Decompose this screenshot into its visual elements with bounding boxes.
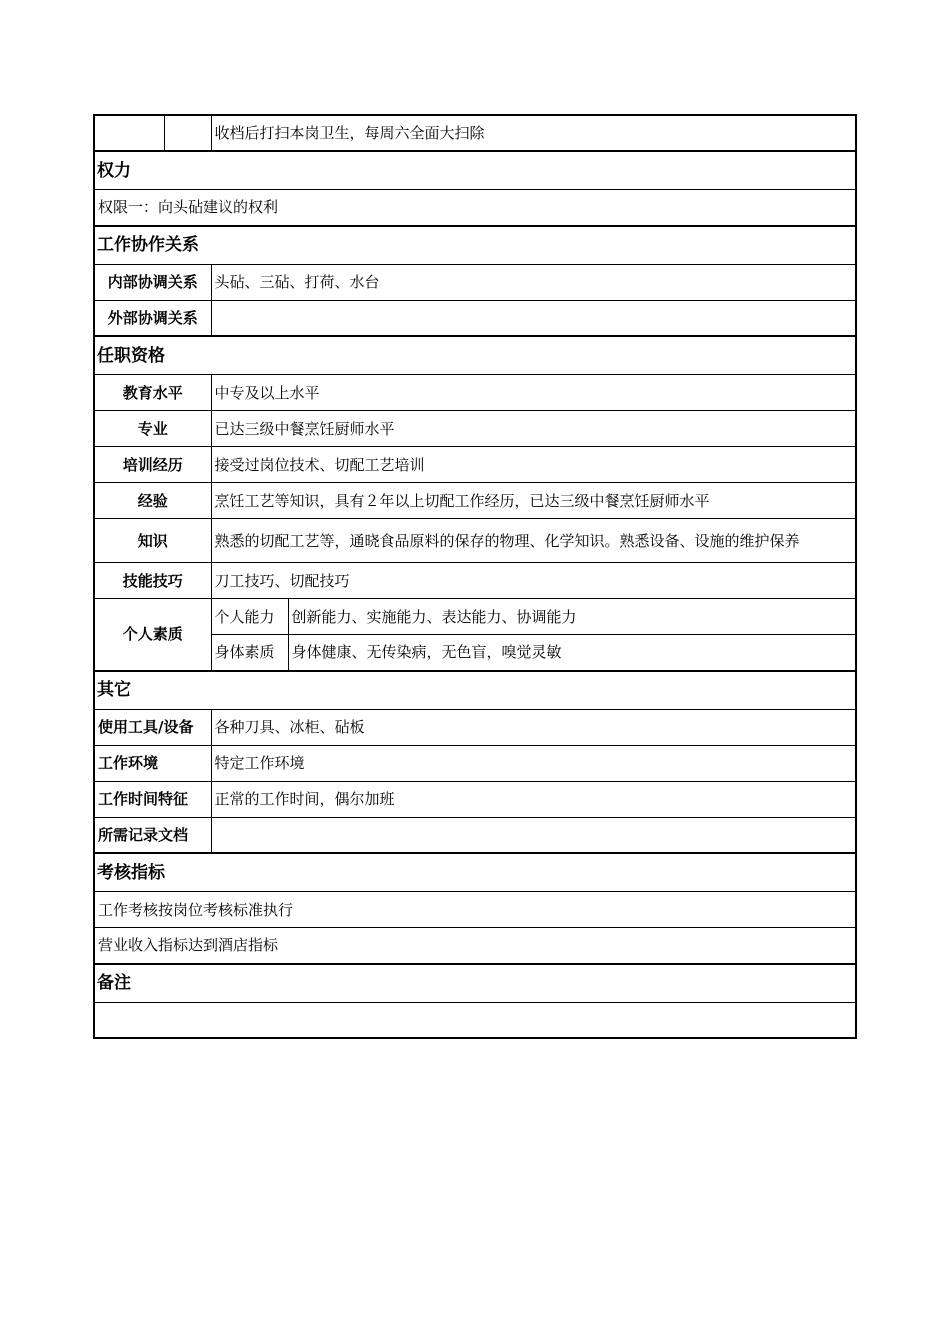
other-label: 使用工具/设备 <box>94 709 211 745</box>
section-title: 考核指标 <box>94 853 856 892</box>
internal-label: 内部协调关系 <box>94 264 211 300</box>
authority-item: 权限一：向头砧建议的权利 <box>94 190 856 226</box>
qual-label: 经验 <box>94 483 211 519</box>
personal-sub-label: 身体素质 <box>211 635 288 671</box>
table-row <box>94 190 856 226</box>
other-value: 正常的工作时间，偶尔加班 <box>211 781 856 817</box>
section-title: 备注 <box>94 964 856 1003</box>
empty-cell <box>164 115 211 151</box>
other-label: 工作环境 <box>94 745 211 781</box>
table-row <box>94 264 856 300</box>
table-row <box>94 447 856 483</box>
personal-sub-label: 个人能力 <box>211 599 288 635</box>
other-label: 所需记录文档 <box>94 817 211 853</box>
personal-sub-value: 身体健康、无传染病，无色盲，嗅觉灵敏 <box>288 635 856 671</box>
table-row <box>94 599 856 635</box>
other-value <box>211 817 856 853</box>
internal-value: 头砧、三砧、打荷、水台 <box>211 264 856 300</box>
other-label: 工作时间特征 <box>94 781 211 817</box>
qual-label: 技能技巧 <box>94 563 211 599</box>
qual-label: 教育水平 <box>94 375 211 411</box>
table-row <box>94 563 856 599</box>
table-row <box>94 1002 856 1038</box>
qual-label: 培训经历 <box>94 447 211 483</box>
assessment-item: 工作考核按岗位考核标准执行 <box>94 892 856 928</box>
external-value <box>211 300 856 336</box>
qual-value: 烹饪工艺等知识，具有２年以上切配工作经历，已达三级中餐烹饪厨师水平 <box>211 483 856 519</box>
section-title: 其它 <box>94 671 856 710</box>
qual-label: 知识 <box>94 519 211 563</box>
external-label: 外部协调关系 <box>94 300 211 336</box>
section-header-qualifications <box>94 336 856 375</box>
table-row <box>94 709 856 745</box>
table-row <box>94 115 856 151</box>
job-description-table <box>93 114 857 1039</box>
section-title: 权力 <box>94 151 856 190</box>
other-value: 特定工作环境 <box>211 745 856 781</box>
section-title: 任职资格 <box>94 336 856 375</box>
table-row <box>94 928 856 964</box>
empty-cell <box>94 115 164 151</box>
remarks-value <box>94 1002 856 1038</box>
table-row <box>94 411 856 447</box>
personal-label: 个人素质 <box>94 599 211 671</box>
personal-sub-value: 创新能力、实施能力、表达能力、协调能力 <box>288 599 856 635</box>
table-row <box>94 892 856 928</box>
qual-value: 已达三级中餐烹饪厨师水平 <box>211 411 856 447</box>
table-row <box>94 300 856 336</box>
section-header-assessment <box>94 853 856 892</box>
qual-value: 刀工技巧、切配技巧 <box>211 563 856 599</box>
section-header-remarks <box>94 964 856 1003</box>
assessment-item: 营业收入指标达到酒店指标 <box>94 928 856 964</box>
table-row <box>94 375 856 411</box>
table-row <box>94 483 856 519</box>
section-header-cooperation <box>94 226 856 265</box>
qual-value: 接受过岗位技术、切配工艺培训 <box>211 447 856 483</box>
qual-label: 专业 <box>94 411 211 447</box>
section-title: 工作协作关系 <box>94 226 856 265</box>
section-header-other <box>94 671 856 710</box>
table-row <box>94 817 856 853</box>
table-row <box>94 519 856 563</box>
section-header-authority <box>94 151 856 190</box>
qual-value: 熟悉的切配工艺等，通晓食品原料的保存的物理、化学知识。熟悉设备、设施的维护保养 <box>211 519 856 563</box>
table-row <box>94 745 856 781</box>
qual-value: 中专及以上水平 <box>211 375 856 411</box>
other-value: 各种刀具、冰柜、砧板 <box>211 709 856 745</box>
table-row <box>94 781 856 817</box>
duty-cell: 收档后打扫本岗卫生，每周六全面大扫除 <box>211 115 856 151</box>
